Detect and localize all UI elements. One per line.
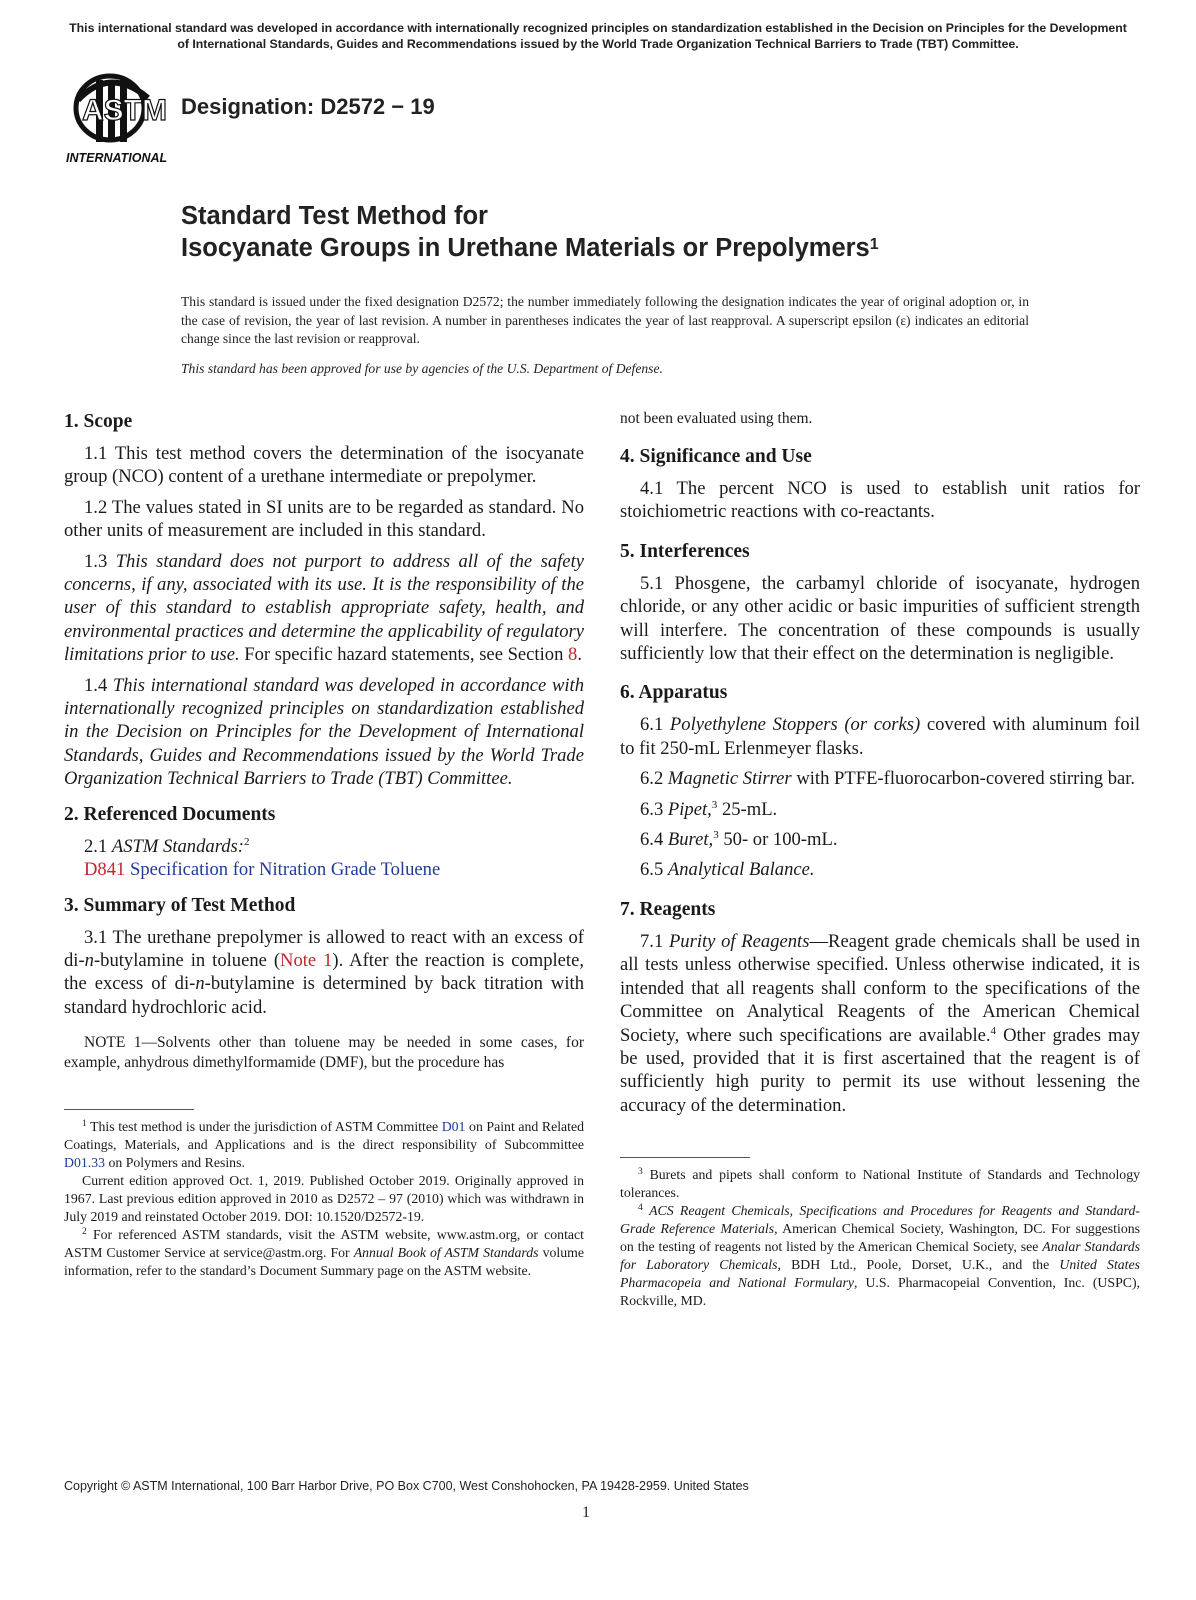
- para-1-1: 1.1 This test method covers the determination of the isocyanate group (NCO) content of a urethane intermediate or prepolymer.: [64, 443, 584, 488]
- title-footnote-mark: 1: [869, 236, 879, 253]
- committee-d01-link[interactable]: D01: [441, 1119, 466, 1135]
- footnote-rule-right: [620, 1157, 750, 1158]
- ref-title-link[interactable]: Specification for Nitration Grade Toluene: [129, 859, 441, 881]
- section-7-heading: 7. Reagents: [620, 898, 716, 920]
- subcommittee-d01-33-link[interactable]: D01.33: [64, 1155, 106, 1171]
- dod-note: This standard has been approved for use by agencies of the U.S. Department of Defense.: [181, 361, 663, 376]
- para-1-2: 1.2 The values stated in SI units are to be regarded as standard. No other units of measurement are included in this standard.: [64, 496, 584, 542]
- astm-logo: [64, 70, 168, 166]
- astm-logo-icon: [76, 76, 167, 142]
- footnote-1: $^1$ This test method is under the jurisdiction of ASTM Committee D01 on Paint and Related Coatings, Materials, and Applications and is the direct responsibility of Subcommittee D01.33 on Polymers and Resins.: [64, 1119, 585, 1171]
- logo-international-text: INTERNATIONAL: [66, 151, 168, 165]
- para-6-5: 6.5 Analytical Balance.: [640, 859, 815, 881]
- footnote-1-current-edition: Current edition approved Oct. 1, 2019. Published October 2019. Originally approved in 1967. Last previous edition approved in 2010 as D2572 – 97 (2010) which was withdrawn in July 2019 and reinstated October 2019. DOI: 10.1520/D2572-19.: [64, 1173, 584, 1225]
- footnote-3: $^3$ Burets and pipets shall conform to National Institute of Standards and Technology tolerances.: [620, 1167, 1141, 1201]
- footnotes-left: [64, 1118, 584, 1280]
- para-1-3: 1.3 This standard does not purport to address all of the safety concerns, if any, associated with its use. It is the responsibility of the user of this standard to establish appropriate safety, health, and environmental practices and determine the applicability of regulatory limitations prior to use. For specific hazard statements, see Section 8.: [64, 550, 584, 666]
- footnote-2: $^2$ For referenced ASTM standards, visit the ASTM website, www.astm.org, or contact ASTM Customer Service at service@astm.org. For Annual Book of ASTM Standards volume information, refer to the standard’s Document Summary page on the ASTM website.: [64, 1227, 585, 1279]
- section-8-link[interactable]: 8: [568, 644, 578, 666]
- note-1: NOTE 1—Solvents other than toluene may be needed in some cases, for example, anhydrous dimethylformamide (DMF), but the procedure has: [64, 1034, 584, 1072]
- section-4-heading: 4. Significance and Use: [620, 446, 812, 467]
- ref-code-link[interactable]: D841: [84, 859, 126, 881]
- referenced-doc-d841: [84, 858, 584, 881]
- section-3-heading: 3. Summary of Test Method: [64, 894, 296, 916]
- para-4-1: 4.1 The percent NCO is used to establish unit ratios for stoichiometric reactions with co-reactants.: [620, 478, 1140, 523]
- para-1-4: 1.4 This international standard was developed in accordance with internationally recognized principles on standardization established in the Decision on Principles for the Development of International Standards, Guides and Recommendations issued by the World Trade Organization Technical Barriers to Trade (TBT) Committee.: [64, 674, 584, 790]
- section-5-heading: 5. Interferences: [620, 540, 750, 562]
- para-7-1: 7.1 Purity of Reagents—Reagent grade chemicals shall be used in all tests unless otherwise specified. Unless otherwise indicated, it is intended that all reagents shall conform to the specifications of the Committee on Analytical Reagents of the American Chemical Society, where such specifications are available.$^4$ Other grades may be used, provided that it is first ascertained that the reagent is of sufficiently high purity to permit its use without lessening the accuracy of the determination.: [620, 930, 1141, 1116]
- para-5-1: 5.1 Phosgene, the carbamyl chloride of isocyanate, hydrogen chloride, or any other acidic or basic impurities of sufficient strength will interfere. The concentration of these compounds is usually sufficiently low that their effect on the determination is negligible.: [620, 572, 1140, 665]
- section-6-heading: 6. Apparatus: [620, 682, 728, 704]
- top-notice: This international standard was developed in accordance with internationally recognized principles on standardization established in the Decision on Principles for the Development of International Standards, Guides and Recommendations issued by the World Trade Organization Technical Barriers to Trade (TBT) Committee.: [69, 21, 1127, 51]
- para-6-3: 6.3 Pipet,$^3$ 25-mL.: [640, 798, 778, 820]
- document-title: [181, 200, 879, 264]
- para-2-1: 2.1 ASTM Standards:$^2$: [84, 835, 250, 857]
- para-6-1: 6.1 Polyethylene Stoppers (or corks) covered with aluminum foil to fit 250-mL Erlenmeyer flasks.: [620, 714, 1140, 759]
- title-line-1: Standard Test Method for: [181, 202, 488, 230]
- note-1-continued: not been evaluated using them.: [620, 410, 813, 427]
- para-6-4: 6.4 Buret,$^3$ 50- or 100-mL.: [640, 829, 838, 851]
- designation: Designation: D2572 − 19: [181, 94, 435, 119]
- footnote-rule-left: [64, 1109, 194, 1110]
- note-1-link[interactable]: Note 1: [280, 949, 333, 971]
- footnotes-right: [620, 1166, 1140, 1310]
- title-line-2: Isocyanate Groups in Urethane Materials or Prepolymers$^1$: [181, 234, 879, 262]
- copyright-footer: Copyright © ASTM International, 100 Barr Harbor Drive, PO Box C700, West Conshohocken, PA 19428-2959. United States: [64, 1479, 749, 1493]
- issue-note: This standard is issued under the fixed designation D2572; the number immediately following the designation indicates the year of original adoption or, in the case of revision, the year of last revision. A number in parentheses indicates the year of last reapproval. A superscript epsilon (ε) indicates an editorial change since the last revision or reapproval.: [181, 294, 1029, 346]
- left-column: [64, 410, 584, 1280]
- page-number: 1: [582, 1504, 590, 1521]
- footnote-4: $^4$ ACS Reagent Chemicals, Specifications and Procedures for Reagents and Standard-Grade Reference Materials, American Chemical Society, Washington, DC. For suggestions on the testing of reagents not listed by the American Chemical Society, see Analar Standards for Laboratory Chemicals, BDH Ltd., Poole, Dorset, U.K., and the United States Pharmacopeia and National Formulary, U.S. Pharmacopeial Convention, Inc. (USPC), Rockville, MD.: [620, 1203, 1140, 1309]
- para-6-2: 6.2 Magnetic Stirrer with PTFE-fluorocarbon-covered stirring bar.: [640, 768, 1136, 790]
- right-column: [620, 410, 1140, 1310]
- para-3-1: 3.1 The urethane prepolymer is allowed to react with an excess of di-n-butylamine in toluene (Note 1). After the reaction is complete, the excess of di-n-butylamine is determined by back titration with standard hydrochloric acid.: [64, 926, 584, 1018]
- svg-text:ASTM: ASTM: [82, 94, 167, 127]
- section-2-heading: 2. Referenced Documents: [64, 803, 276, 825]
- section-1-heading: 1. Scope: [64, 411, 133, 432]
